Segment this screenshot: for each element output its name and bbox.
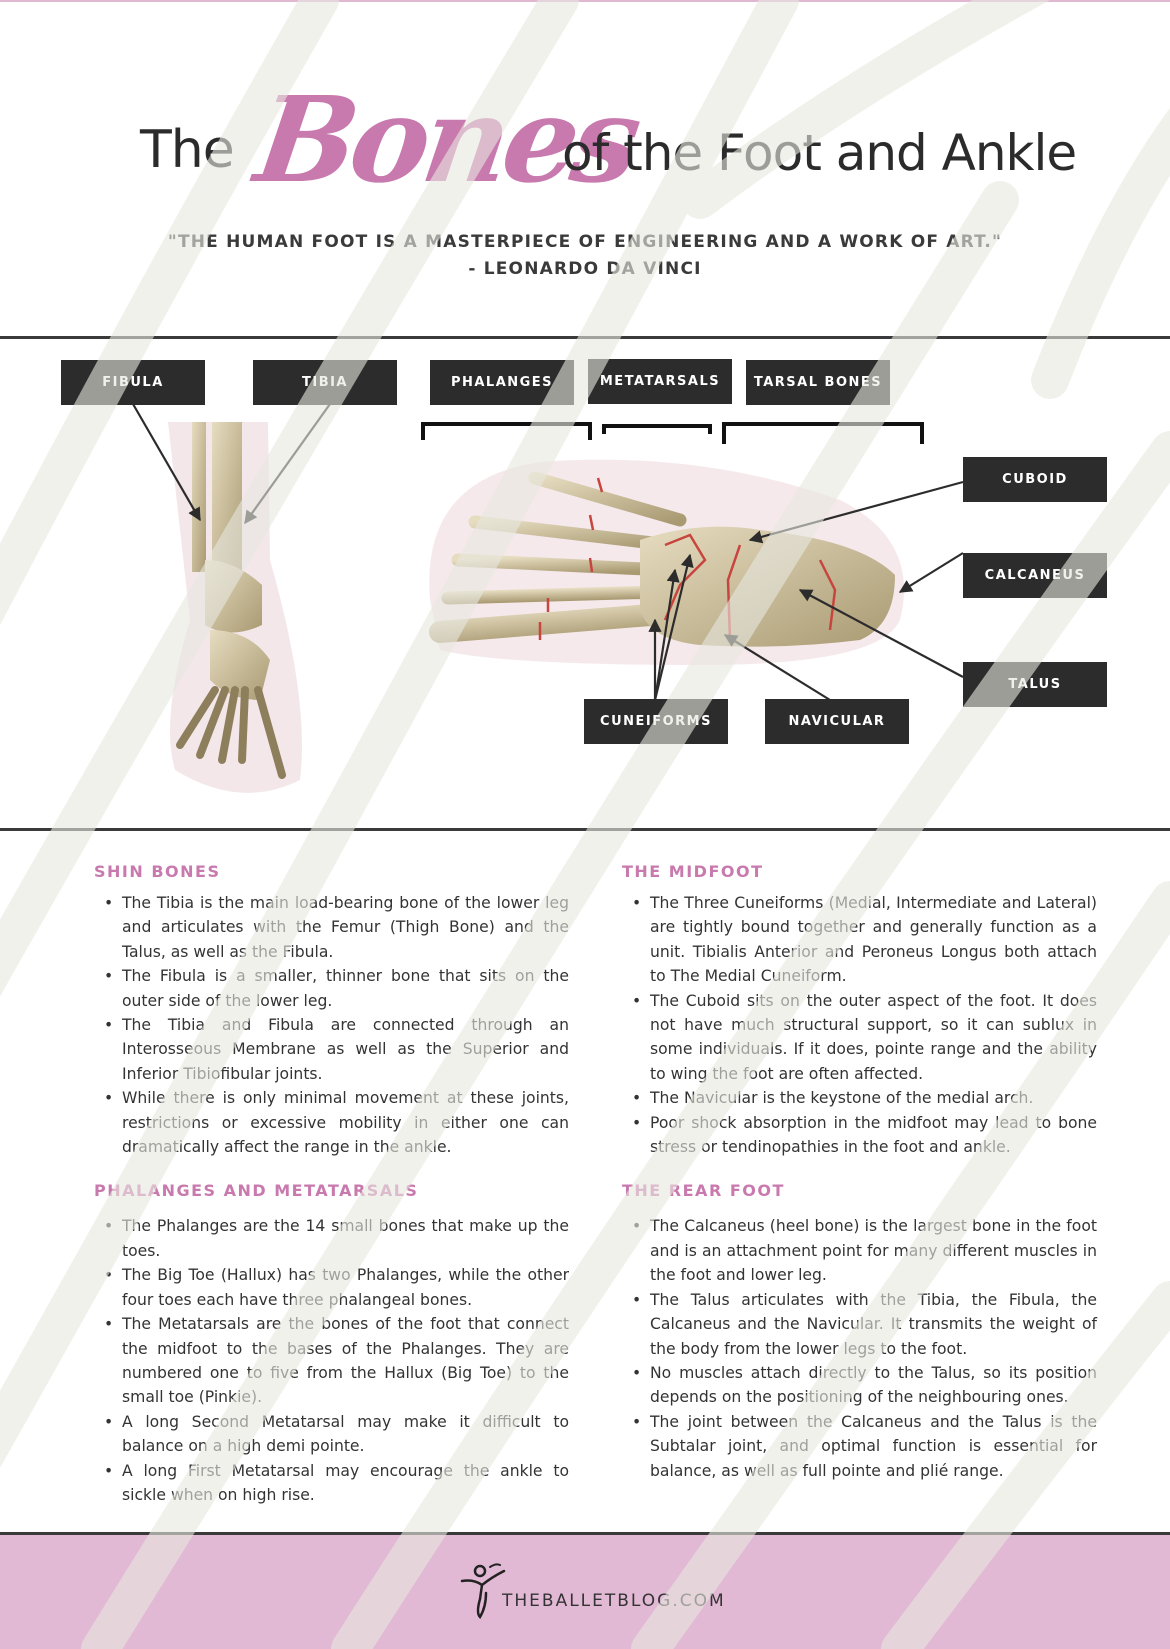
list-item: • The Cuboid sits on the outer aspect of the foot. It does not have much structural support, so it can sublux in some individuals. If it does, pointe range and the ability to wing the foot are often affected. xyxy=(622,989,1097,1087)
title-emphasis: Bones xyxy=(248,70,644,209)
foot-ankle-diagram xyxy=(0,340,1170,828)
list-item: • The Navicular is the keystone of the medial arch. xyxy=(622,1086,1097,1110)
label-phalanges: PHALANGES xyxy=(430,360,574,405)
title-suffix: of the Foot and Ankle xyxy=(562,124,1077,182)
list-item: • Poor shock absorption in the midfoot may lead to bone stress or tendinopathies in the foot and ankle. xyxy=(622,1111,1097,1160)
label-metatarsals: METATARSALS xyxy=(588,359,732,404)
label-tibia: TIBIA xyxy=(253,360,397,405)
label-cuboid: CUBOID xyxy=(963,457,1107,502)
list-item: • The joint between the Calcaneus and the Talus is the Subtalar joint, and optimal function is essential for balance, as well as full pointe and plié range. xyxy=(622,1410,1097,1483)
label-tarsal-bones: TARSAL BONES xyxy=(746,360,890,405)
list-item: • The Tibia and Fibula are connected through an Interosseous Membrane as well as the Superior and Inferior Tibiofibular joints. xyxy=(94,1013,569,1086)
list-item: • The Talus articulates with the Tibia, the Fibula, the Calcaneus and the Navicular. It transmits the weight of the body from the lower legs to the foot. xyxy=(622,1288,1097,1361)
page-title xyxy=(0,60,1170,210)
leg-front-view xyxy=(168,422,302,793)
list-item: • The Calcaneus (heel bone) is the largest bone in the foot and is an attachment point for many different muscles in the foot and lower leg. xyxy=(622,1214,1097,1287)
label-navicular: NAVICULAR xyxy=(765,699,909,744)
list-item: • The Three Cuneiforms (Medial, Intermediate and Lateral) are tightly bound together and generally function as a unit. Tibialis Anterior and Peroneus Longus both attach to The Medial Cuneiform. xyxy=(622,891,1097,989)
title-prefix: The xyxy=(140,120,234,180)
section-title-shin-bones: SHIN BONES xyxy=(94,862,221,881)
section-title-phalanges-metatarsals: PHALANGES AND METATARSALS xyxy=(94,1181,419,1201)
quote-author: - LEONARDO DA VINCI xyxy=(468,259,702,279)
rear-foot-list xyxy=(622,1214,1097,1482)
label-cuneiforms: CUNEIFORMS xyxy=(584,699,728,744)
list-item: • The Metatarsals are the bones of the foot that connect the midfoot to the bases of the Phalanges. They are numbered one to five from the Hallux (Big Toe) to the small toe (Pinkie). xyxy=(94,1312,569,1410)
right-column xyxy=(622,862,1097,1505)
section-title-rear-foot: THE REAR FOOT xyxy=(622,1181,785,1201)
list-item: • The Big Toe (Hallux) has two Phalanges, while the other four toes each have three phalangeal bones. xyxy=(94,1263,569,1312)
label-calcaneus: CALCANEUS xyxy=(963,553,1107,598)
top-accent-strip xyxy=(0,0,1170,2)
list-item: • The Tibia is the main load-bearing bone of the lower leg and articulates with the Femur (Thigh Bone) and the Talus, as well as the Fibula. xyxy=(94,891,569,964)
quote-text: "THE HUMAN FOOT IS A MASTERPIECE OF ENGINEERING AND A WORK OF ART." xyxy=(167,232,1003,252)
section-title-midfoot: THE MIDFOOT xyxy=(622,862,764,881)
shin-bones-list xyxy=(94,891,569,1159)
list-item: • No muscles attach directly to the Talus, so its position depends on the positioning of the neighbouring ones. xyxy=(622,1361,1097,1410)
list-item: • The Phalanges are the 14 small bones that make up the toes. xyxy=(94,1214,569,1263)
label-talus: TALUS xyxy=(963,662,1107,707)
site-link[interactable]: THEBALLETBLOG.COM xyxy=(502,1591,726,1611)
left-column xyxy=(94,862,569,1529)
footer xyxy=(0,1535,1170,1649)
label-fibula: FIBULA xyxy=(61,360,205,405)
divider xyxy=(0,336,1170,339)
divider xyxy=(0,828,1170,831)
list-item: • A long Second Metatarsal may make it difficult to balance on a high demi pointe. xyxy=(94,1410,569,1459)
list-item: • A long First Metatarsal may encourage the ankle to sickle when on high rise. xyxy=(94,1459,569,1508)
list-item: • The Fibula is a smaller, thinner bone that sits on the outer side of the lower leg. xyxy=(94,964,569,1013)
list-item: • While there is only minimal movement at these joints, restrictions or excessive mobility in either one can dramatically affect the range in the ankle. xyxy=(94,1086,569,1159)
phalanges-metatarsals-list xyxy=(94,1214,569,1507)
foot-top-view xyxy=(429,460,904,665)
region-brackets xyxy=(423,424,922,444)
midfoot-list xyxy=(622,891,1097,1159)
